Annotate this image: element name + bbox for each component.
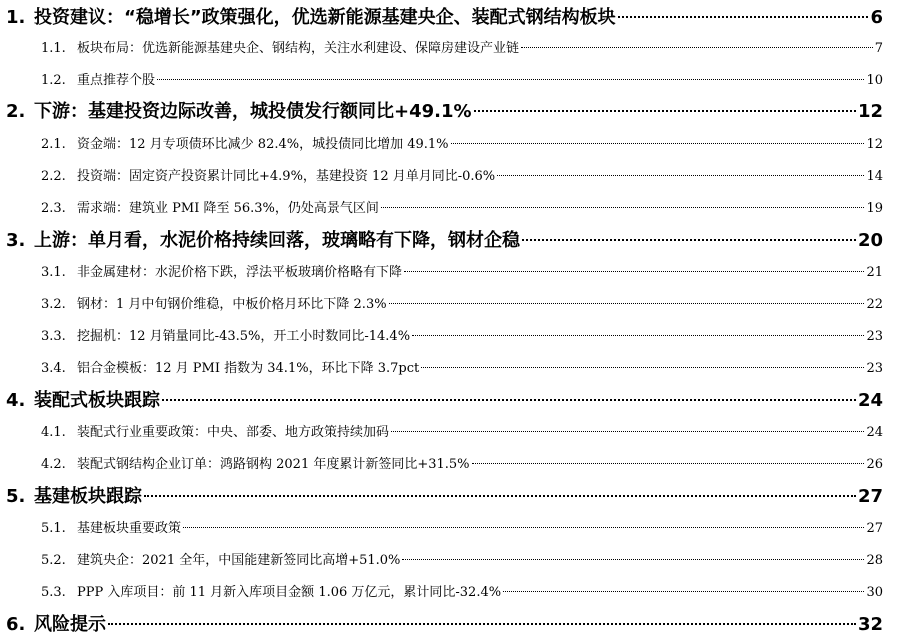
toc-entry-5-3[interactable] bbox=[41, 581, 883, 601]
toc-entry-title[interactable]: 资金端：12 月专项债环比减少 82.4%，城投债同比增加 49.1% bbox=[77, 137, 449, 152]
toc-entry-number: 2. bbox=[6, 101, 26, 122]
toc-entry-title[interactable]: 基建板块重要政策 bbox=[77, 521, 182, 536]
toc-entry-number: 6. bbox=[6, 614, 26, 635]
toc-entry-number: 1.1. bbox=[41, 41, 66, 56]
toc-entry-page[interactable]: 20 bbox=[857, 230, 883, 251]
dot-leader bbox=[421, 367, 864, 368]
toc-entry-title[interactable]: 挖掘机：12 月销量同比-43.5%，开工小时数同比-14.4% bbox=[77, 329, 411, 344]
toc-entry-5-1[interactable] bbox=[41, 517, 883, 537]
toc-entry-page[interactable]: 12 bbox=[857, 101, 883, 122]
toc-entry-title[interactable]: 装配式板块跟踪 bbox=[34, 390, 160, 411]
toc-entry-3[interactable] bbox=[6, 226, 883, 252]
toc-entry-title[interactable]: 上游：单月看，水泥价格持续回落，玻璃略有下降，钢材企稳 bbox=[34, 230, 520, 251]
toc-entry-title[interactable]: 铝合金模板：12 月 PMI 指数为 34.1%，环比下降 3.7pct bbox=[77, 361, 420, 376]
toc-entry-page[interactable]: 19 bbox=[866, 201, 883, 216]
toc-entry-page[interactable]: 6 bbox=[870, 7, 883, 28]
toc-entry-number: 3.1. bbox=[41, 265, 66, 280]
toc-entry-2-3[interactable] bbox=[41, 197, 883, 217]
toc-entry-page[interactable]: 28 bbox=[866, 553, 883, 568]
dot-leader bbox=[389, 303, 865, 304]
toc-entry-page[interactable]: 14 bbox=[866, 169, 883, 184]
dot-leader bbox=[497, 175, 864, 176]
toc-entry-title[interactable]: 风险提示 bbox=[34, 614, 106, 635]
toc-entry-2[interactable] bbox=[6, 97, 883, 123]
toc-entry-title[interactable]: 基建板块跟踪 bbox=[34, 486, 142, 507]
toc-entry-number: 5.2. bbox=[41, 553, 66, 568]
dot-leader bbox=[144, 495, 856, 497]
dot-leader bbox=[618, 16, 869, 18]
toc-entry-title[interactable]: 非金属建材：水泥价格下跌，浮法平板玻璃价格略有下降 bbox=[77, 265, 403, 280]
toc-entry-page[interactable]: 21 bbox=[866, 265, 883, 280]
dot-leader bbox=[412, 335, 864, 336]
dot-leader bbox=[391, 431, 864, 432]
toc-entry-page[interactable]: 7 bbox=[874, 41, 883, 56]
dot-leader bbox=[522, 239, 856, 241]
toc-entry-page[interactable]: 10 bbox=[866, 73, 883, 88]
toc-entry-title[interactable]: PPP 入库项目：前 11 月新入库项目金额 1.06 万亿元，累计同比-32.4% bbox=[77, 585, 502, 600]
toc-entry-number: 2.2. bbox=[41, 169, 66, 184]
dot-leader bbox=[381, 207, 865, 208]
toc-entry-number: 4.1. bbox=[41, 425, 66, 440]
dot-leader bbox=[451, 143, 865, 144]
toc-entry-page[interactable]: 23 bbox=[866, 361, 883, 376]
toc-entry-number: 3.4. bbox=[41, 361, 66, 376]
toc-entry-page[interactable]: 26 bbox=[866, 457, 883, 472]
dot-leader bbox=[162, 399, 856, 401]
toc-entry-1-1[interactable] bbox=[41, 37, 883, 57]
toc-entry-number: 4. bbox=[6, 390, 26, 411]
toc-entry-title[interactable]: 重点推荐个股 bbox=[77, 73, 156, 88]
toc-entry-number: 3.3. bbox=[41, 329, 66, 344]
toc-entry-page[interactable]: 27 bbox=[857, 486, 883, 507]
dot-leader bbox=[402, 559, 864, 560]
toc-entry-title[interactable]: 需求端：建筑业 PMI 降至 56.3%，仍处高景气区间 bbox=[77, 201, 379, 216]
dot-leader bbox=[183, 527, 864, 528]
toc-entry-number: 5.1. bbox=[41, 521, 66, 536]
toc-entry-title[interactable]: 装配式行业重要政策：中央、部委、地方政策持续加码 bbox=[77, 425, 390, 440]
toc-entry-6[interactable] bbox=[6, 610, 883, 636]
dot-leader bbox=[472, 463, 865, 464]
toc-entry-4-2[interactable] bbox=[41, 453, 883, 473]
toc-entry-number: 2.3. bbox=[41, 201, 66, 216]
dot-leader bbox=[108, 623, 856, 625]
toc-entry-number: 4.2. bbox=[41, 457, 66, 472]
toc-entry-number: 1. bbox=[6, 7, 26, 28]
toc-entry-page[interactable]: 32 bbox=[857, 614, 883, 635]
toc-entry-page[interactable]: 24 bbox=[866, 425, 883, 440]
toc-entry-number: 3.2. bbox=[41, 297, 66, 312]
dot-leader bbox=[521, 47, 873, 48]
toc-entry-number: 5. bbox=[6, 486, 26, 507]
toc-entry-4[interactable] bbox=[6, 386, 883, 412]
dot-leader bbox=[503, 591, 864, 592]
dot-leader bbox=[404, 271, 864, 272]
toc-entry-4-1[interactable] bbox=[41, 421, 883, 441]
toc-entry-3-3[interactable] bbox=[41, 325, 883, 345]
toc-entry-title[interactable]: 钢材：1 月中旬钢价维稳，中板价格月环比下降 2.3% bbox=[77, 297, 387, 312]
toc-entry-3-2[interactable] bbox=[41, 293, 883, 313]
toc-entry-5-2[interactable] bbox=[41, 549, 883, 569]
toc-entry-title[interactable]: 板块布局：优选新能源基建央企、钢结构，关注水利建设、保障房建设产业链 bbox=[77, 41, 520, 56]
toc-entry-2-1[interactable] bbox=[41, 133, 883, 153]
toc-entry-5[interactable] bbox=[6, 482, 883, 508]
toc-entry-number: 3. bbox=[6, 230, 26, 251]
toc-entry-title[interactable]: 下游：基建投资边际改善，城投债发行额同比+49.1% bbox=[34, 101, 472, 122]
toc-entry-3-1[interactable] bbox=[41, 261, 883, 281]
toc-entry-page[interactable]: 23 bbox=[866, 329, 883, 344]
toc-entry-page[interactable]: 27 bbox=[866, 521, 883, 536]
toc-entry-page[interactable]: 24 bbox=[857, 390, 883, 411]
toc-entry-title[interactable]: 装配式钢结构企业订单：鸿路钢构 2021 年度累计新签同比+31.5% bbox=[77, 457, 470, 472]
dot-leader bbox=[157, 79, 864, 80]
toc-entry-page[interactable]: 22 bbox=[866, 297, 883, 312]
toc-entry-title[interactable]: 投资建议：“稳增长”政策强化，优选新能源基建央企、装配式钢结构板块 bbox=[34, 7, 616, 28]
dot-leader bbox=[474, 110, 856, 112]
toc-entry-number: 5.3. bbox=[41, 585, 66, 600]
toc-entry-1-2[interactable] bbox=[41, 69, 883, 89]
toc-entry-number: 2.1. bbox=[41, 137, 66, 152]
toc-entry-title[interactable]: 建筑央企：2021 全年，中国能建新签同比高增+51.0% bbox=[77, 553, 401, 568]
toc-entry-2-2[interactable] bbox=[41, 165, 883, 185]
toc-entry-number: 1.2. bbox=[41, 73, 66, 88]
toc-entry-page[interactable]: 30 bbox=[866, 585, 883, 600]
toc-entry-page[interactable]: 12 bbox=[866, 137, 883, 152]
toc-entry-title[interactable]: 投资端：固定资产投资累计同比+4.9%，基建投资 12 月单月同比-0.6% bbox=[77, 169, 496, 184]
toc-entry-3-4[interactable] bbox=[41, 357, 883, 377]
toc-entry-1[interactable] bbox=[6, 3, 883, 29]
